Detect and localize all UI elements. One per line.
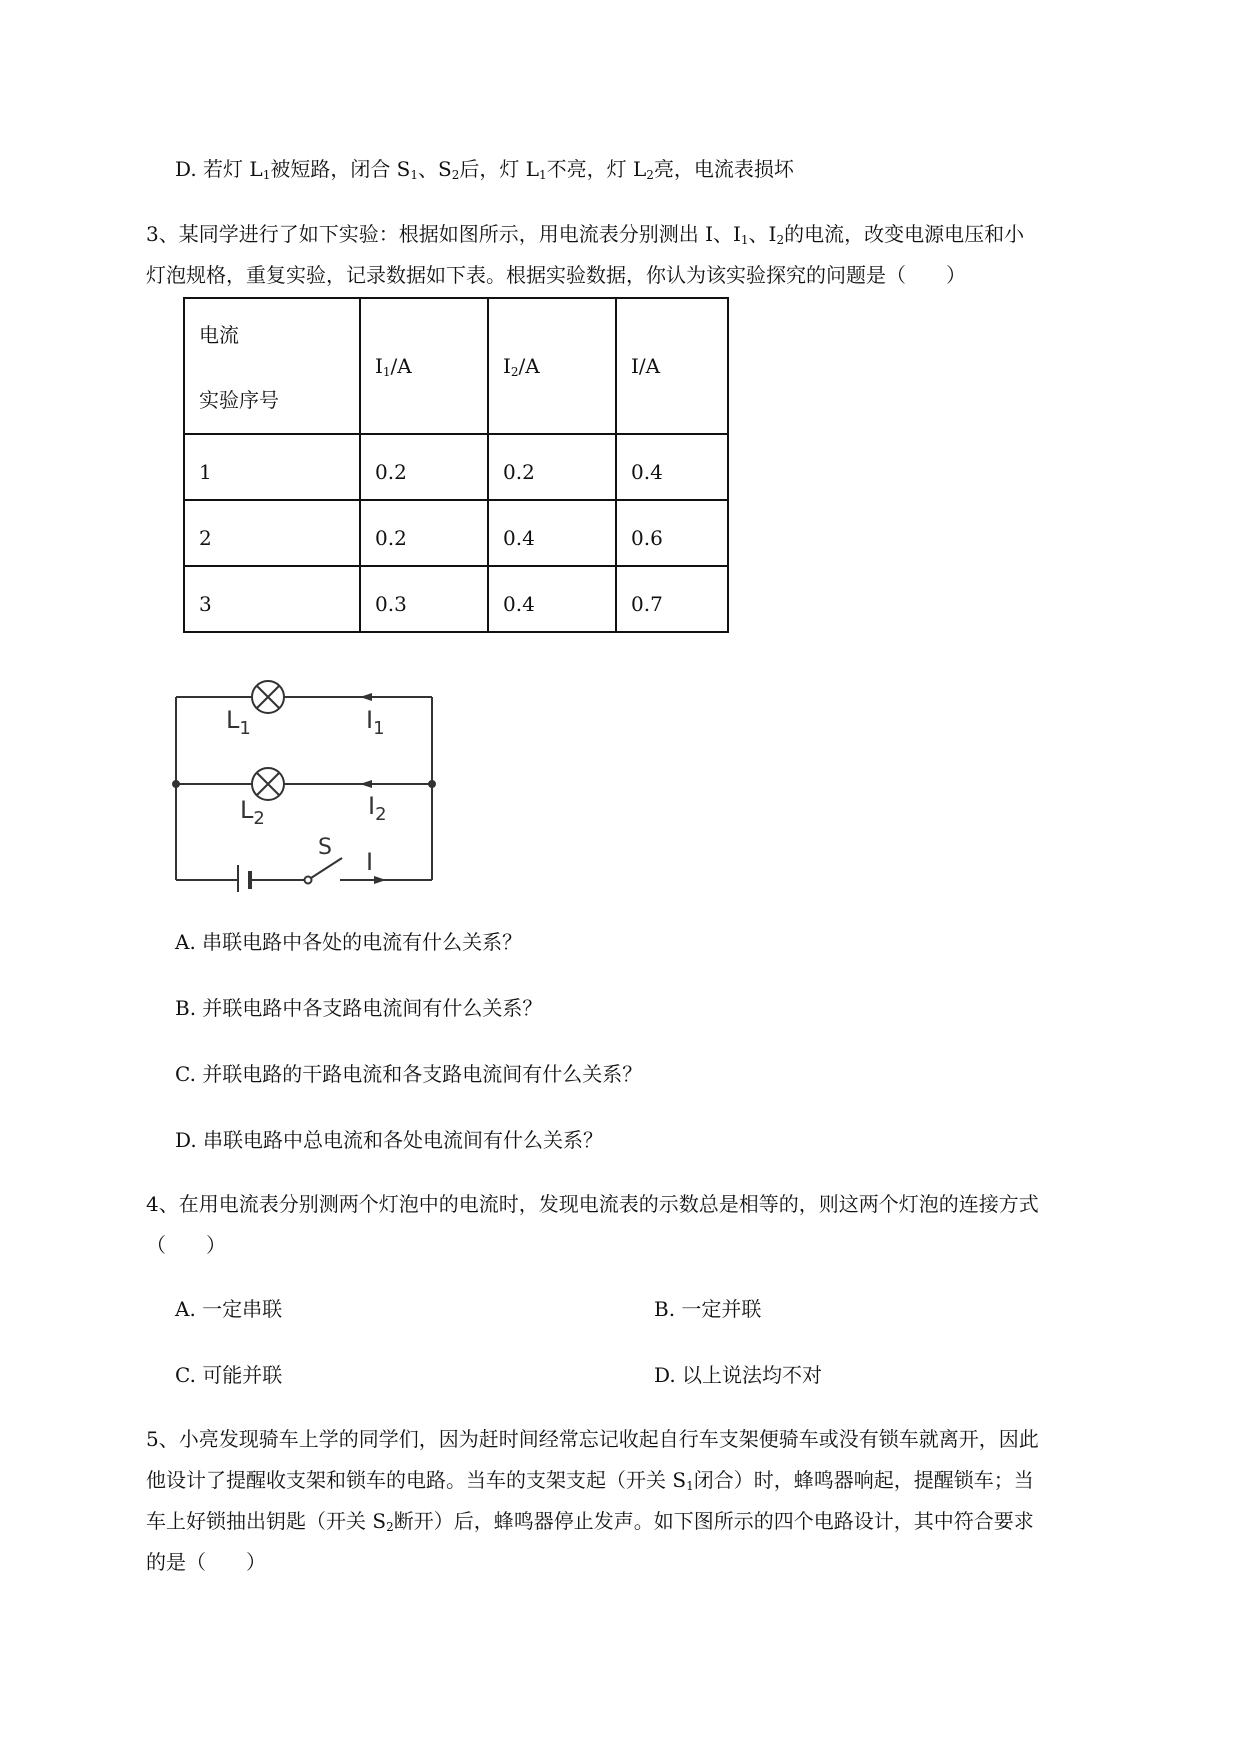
header-i1: $I_1/A$	[360, 298, 488, 434]
table-row	[184, 500, 728, 566]
cell-trial: 3	[184, 566, 360, 632]
q5-stem-line3: 车上好锁抽出钥匙（开关 $S_2$断开）后，蜂鸣器停止发声。如下图所示的四个电路设计，其中符合要求	[146, 1509, 1034, 1534]
cell-i: 0.7	[616, 566, 728, 632]
arrow-i-icon	[374, 876, 386, 884]
cell-trial: 2	[184, 500, 360, 566]
label-i1: $I_1$	[366, 706, 385, 739]
header-trial-label: 实验序号	[199, 388, 279, 412]
q4-stem-line2: （ ）	[146, 1233, 226, 1257]
q3-option-d: D. 串联电路中总电流和各处电流间有什么关系？	[175, 1128, 604, 1152]
q4-option-d: D. 以上说法均不对	[654, 1363, 823, 1387]
label-i2: $I_2$	[368, 792, 387, 825]
cell-i: 0.6	[616, 500, 728, 566]
junction-dot	[173, 781, 179, 787]
cell-i1: 0.2	[360, 500, 488, 566]
cell-i: 0.4	[616, 434, 728, 500]
table-corner-cell	[184, 298, 360, 434]
junction-dot	[429, 781, 435, 787]
cell-i2: 0.4	[488, 500, 616, 566]
option-letter: D.	[175, 157, 197, 181]
lamp-l2-icon	[252, 768, 284, 800]
label-l1: $L_1$	[226, 706, 251, 739]
header-current-label: 电流	[199, 323, 239, 347]
switch-s-icon	[305, 858, 343, 884]
label-i: I	[366, 848, 374, 876]
q5-stem-line2: 他设计了提醒收支架和锁车的电路。当车的支架支起（开关 $S_1$闭合）时，蜂鸣器响起，提醒锁车；当	[146, 1468, 1034, 1493]
q3-stem-line2: 灯泡规格，重复实验，记录数据如下表。根据实验数据，你认为该实验探究的问题是（ ）	[146, 263, 966, 287]
q2-option-d: D. 若灯 $L_1$被短路，闭合 $S_1$、$S_2$后，灯 $L_1$不亮，灯 $L_2$亮，电流表损坏	[175, 157, 794, 182]
circuit-diagram	[170, 672, 450, 892]
header-i: I/A	[616, 298, 728, 434]
q4-option-b: B. 一定并联	[654, 1297, 762, 1321]
table-row	[184, 434, 728, 500]
q3-option-b: B. 并联电路中各支路电流间有什么关系？	[175, 996, 543, 1020]
q5-stem-line1: 5、小亮发现骑车上学的同学们，因为赶时间经常忘记收起自行车支架便骑车或没有锁车就离开，因此	[146, 1427, 1039, 1451]
lamp-l1-icon	[252, 681, 284, 713]
q4-stem-line1: 4、在用电流表分别测两个灯泡中的电流时，发现电流表的示数总是相等的，则这两个灯泡的连接方式	[146, 1192, 1039, 1216]
arrow-i2-icon	[360, 780, 372, 788]
cell-i1: 0.2	[360, 434, 488, 500]
q5-stem-line4: 的是（ ）	[146, 1550, 266, 1574]
cell-i2: 0.2	[488, 434, 616, 500]
data-table	[183, 297, 729, 633]
q3-option-c: C. 并联电路的干路电流和各支路电流间有什么关系？	[175, 1062, 643, 1086]
cell-i2: 0.4	[488, 566, 616, 632]
battery-icon	[238, 865, 250, 892]
cell-trial: 1	[184, 434, 360, 500]
q4-option-c: C. 可能并联	[175, 1363, 283, 1387]
arrow-i1-icon	[360, 693, 372, 701]
label-s: S	[318, 835, 332, 860]
header-i2: $I_2/A$	[488, 298, 616, 434]
q3-stem-line1: 3、某同学进行了如下实验：根据如图所示，用电流表分别测出 I、$I_1$、$I_2$的电流，改变电源电压和小	[146, 222, 1025, 247]
q4-option-a: A. 一定串联	[175, 1297, 283, 1321]
label-l2: $L_2$	[240, 796, 265, 829]
table-row	[184, 566, 728, 632]
table-header-row	[184, 298, 728, 434]
q3-option-a: A. 串联电路中各处的电流有什么关系？	[175, 930, 523, 954]
cell-i1: 0.3	[360, 566, 488, 632]
circuit-wires	[176, 697, 432, 880]
